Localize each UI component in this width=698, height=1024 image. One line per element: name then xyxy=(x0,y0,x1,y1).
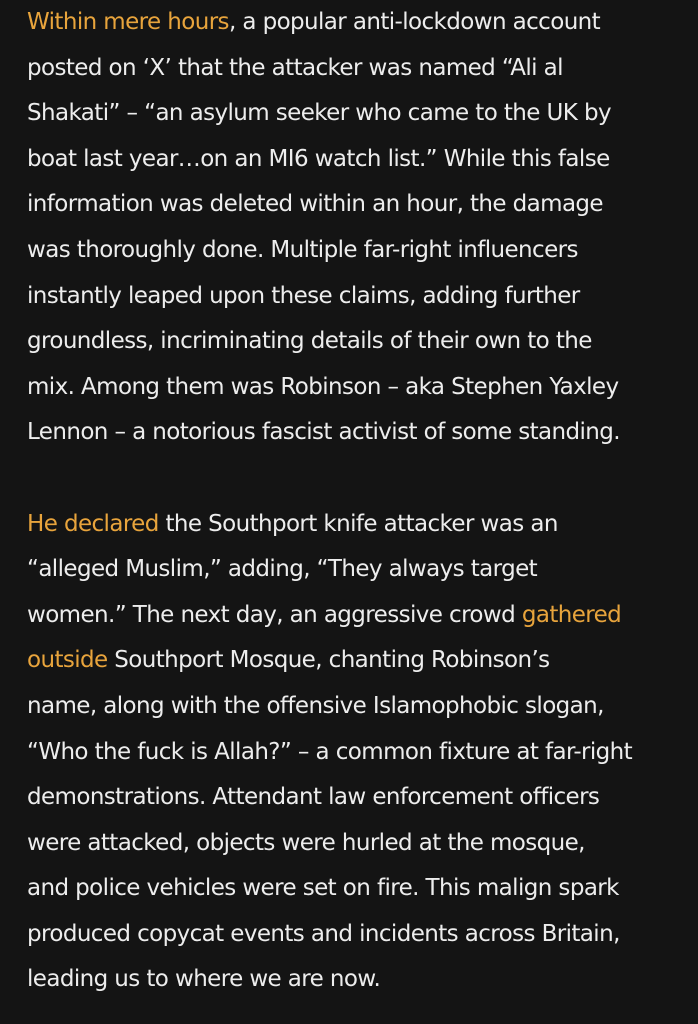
text-line: mix. Among them was Robinson – aka Stephen Yaxley xyxy=(27,373,619,400)
text-span: Southport Mosque, chanting Robinson’s xyxy=(107,647,550,674)
paragraph-2 xyxy=(27,502,687,1004)
text-line: “alleged Muslim,” adding, “They always target xyxy=(27,556,538,583)
text-span: women.” The next day, an aggressive crowd xyxy=(27,601,522,628)
text-span: , a popular anti-lockdown account xyxy=(228,9,601,35)
he-declared-link[interactable]: He declared xyxy=(27,510,159,537)
text-line: instantly leaped upon these claims, adding further xyxy=(27,282,580,309)
text-line: leading us to where we are now. xyxy=(27,966,381,993)
text-line xyxy=(27,593,687,639)
text-line xyxy=(27,502,687,548)
text-line: and police vehicles were set on fire. This malign spark xyxy=(27,875,619,902)
text-line: boat last year…on an MI6 watch list.” While this false xyxy=(27,145,610,172)
within-mere-hours-link[interactable]: Within mere hours xyxy=(27,9,229,35)
text-line: Shakati” – “an asylum seeker who came to the UK by xyxy=(27,100,611,127)
gathered-outside-link[interactable]: gathered xyxy=(521,601,622,628)
paragraph-1 xyxy=(27,0,687,456)
gathered-outside-link-cont[interactable]: outside xyxy=(27,647,108,674)
text-line xyxy=(27,0,687,46)
text-span: the Southport knife attacker was an xyxy=(158,510,558,537)
text-line: were attacked, objects were hurled at the mosque, xyxy=(27,829,585,856)
article-body xyxy=(27,0,687,1003)
text-line: information was deleted within an hour, the damage xyxy=(27,191,603,218)
text-line: produced copycat events and incidents across Britain, xyxy=(27,920,620,947)
text-line: posted on ‘X’ that the attacker was named “Ali al xyxy=(27,54,563,81)
text-line xyxy=(27,638,687,684)
text-line: was thoroughly done. Multiple far-right influencers xyxy=(27,236,578,263)
text-line: “Who the fuck is Allah?” – a common fixture at far-right xyxy=(27,738,633,765)
text-line: groundless, incriminating details of their own to the xyxy=(27,328,592,355)
text-line: name, along with the offensive Islamophobic slogan, xyxy=(27,692,604,719)
text-line: Lennon – a notorious fascist activist of some standing. xyxy=(27,419,620,446)
text-line: demonstrations. Attendant law enforcement officers xyxy=(27,784,600,811)
